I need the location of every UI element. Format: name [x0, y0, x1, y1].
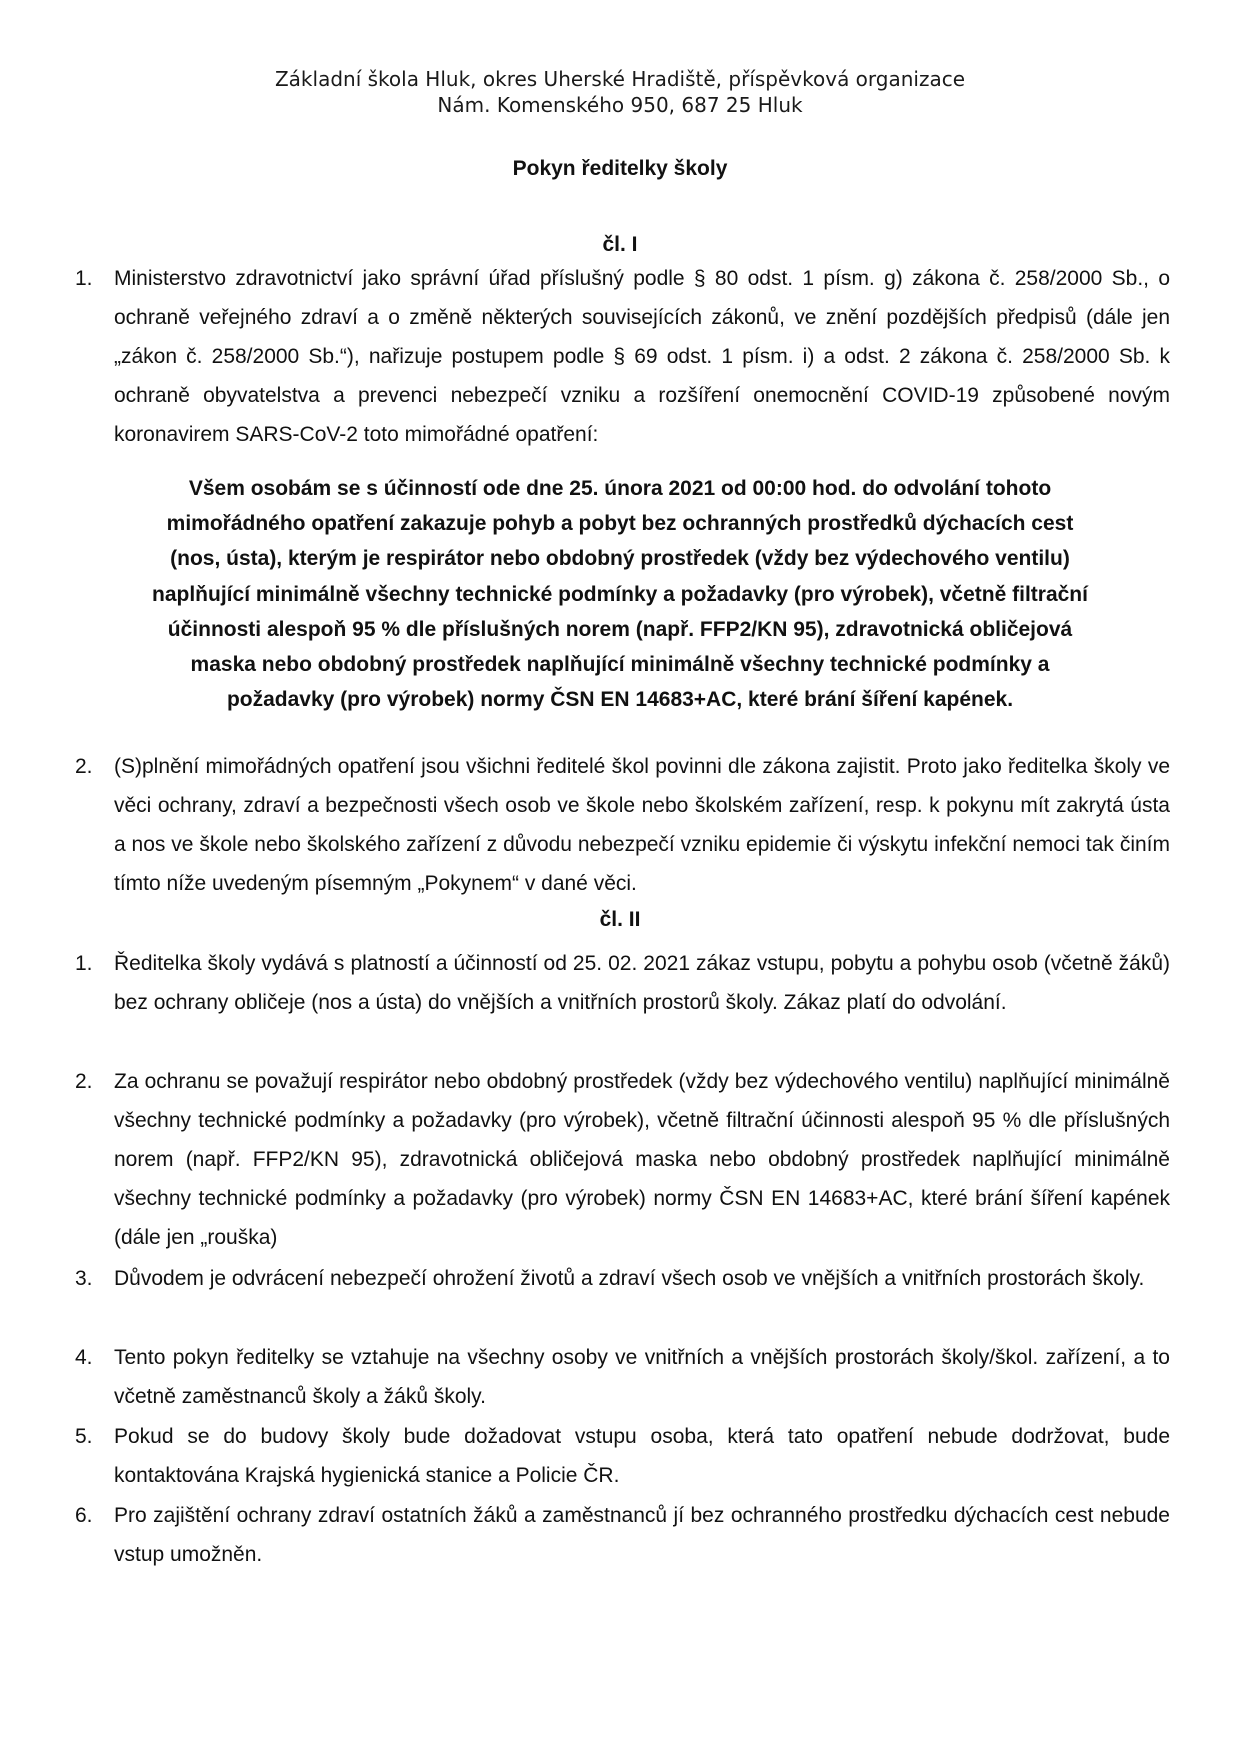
item-text: (S)plnění mimořádných opatření jsou všichni ředitelé škol povinni dle zákona zajistit. Proto jako ředitelka školy ve věci ochrany, zdraví a bezpečnosti všech osob ve škole nebo školském zařízení, resp. k pokynu mít zakrytá ústa a nos ve škole nebo školského zařízení z důvodu nebezpečí vzniku epidemie či výskytu infekční nemoci tak činím tímto níže uvedeným písemným „Pokynem“ v dané věci.	[114, 755, 1170, 895]
item-number: 4.	[75, 1346, 93, 1369]
school-name-line: Základní škola Hluk, okres Uherské Hradiště, příspěvková organizace	[274, 67, 966, 91]
article-1-heading: čl. I	[602, 233, 638, 256]
item-number: 3.	[75, 1267, 93, 1290]
item-text: Tento pokyn ředitelky se vztahuje na všechny osoby ve vnitřních a vnějších prostorách školy/škol. zařízení, a to včetně zaměstnanců školy a žáků školy.	[114, 1346, 1170, 1408]
article-2-item-6	[75, 1496, 1170, 1574]
article-2-item-3	[75, 1259, 1170, 1298]
emergency-measure-text: Všem osobám se s účinností ode dne 25. února 2021 od 00:00 hod. do odvolání tohoto mimořádného opatření zakazuje pohyb a pobyt bez ochranných prostředků dýchacích cest (nos, ústa), kterým je respirátor nebo obdobný prostředek (vždy bez výdechového ventilu) naplňující minimálně všechny technické podmínky a požadavky (pro výrobek), včetně filtrační účinnosti alespoň 95 % dle příslušných norem (např. FFP2/KN 95), zdravotnická obličejová maska nebo obdobný prostředek naplňující minimálně všechny technické podmínky a požadavky (pro výrobek) normy ČSN EN 14683+AC, které brání šíření kapének.	[152, 477, 1088, 712]
item-number: 5.	[75, 1425, 93, 1448]
article-1-item-2	[75, 747, 1170, 903]
item-text: Ministerstvo zdravotnictví jako správní úřad příslušný podle § 80 odst. 1 písm. g) zákona č. 258/2000 Sb., o ochraně veřejného zdraví a o změně některých souvisejících zákonů, ve znění pozdějších předpisů (dále jen „zákon č. 258/2000 Sb.“), nařizuje postupem podle § 69 odst. 1 písm. i) a odst. 2 zákona č. 258/2000 Sb. k ochraně obyvatelstva a prevenci nebezpečí vzniku a rozšíření onemocnění COVID-19 způsobené novým koronavirem SARS-CoV-2 toto mimořádné opatření:	[114, 267, 1170, 446]
item-number: 1.	[75, 952, 93, 975]
item-number: 2.	[75, 755, 93, 778]
article-2-item-5	[75, 1417, 1170, 1495]
item-text: Pro zajištění ochrany zdraví ostatních žáků a zaměstnanců jí bez ochranného prostředku dýchacích cest nebude vstup umožněn.	[114, 1504, 1170, 1566]
item-number: 1.	[75, 267, 93, 290]
school-address-line: Nám. Komenského 950, 687 25 Hluk	[437, 93, 803, 117]
document-title: Pokyn ředitelky školy	[512, 157, 728, 180]
article-1-item-1	[75, 259, 1170, 454]
article-2-heading: čl. II	[599, 908, 641, 931]
item-text: Ředitelka školy vydává s platností a účinností od 25. 02. 2021 zákaz vstupu, pobytu a pohybu osob (včetně žáků) bez ochrany obličeje (nos a ústa) do vnějších a vnitřních prostorů školy. Zákaz platí do odvolání.	[114, 952, 1170, 1014]
item-text: Důvodem je odvrácení nebezpečí ohrožení životů a zdraví všech osob ve vnějších a vnitřních prostorách školy.	[114, 1267, 1145, 1290]
article-2-item-1	[75, 944, 1170, 1022]
item-text: Za ochranu se považují respirátor nebo obdobný prostředek (vždy bez výdechového ventilu) naplňující minimálně všechny technické podmínky a požadavky (pro výrobek), včetně filtrační účinnosti alespoň 95 % dle příslušných norem (např. FFP2/KN 95), zdravotnická obličejová maska nebo obdobný prostředek naplňující minimálně všechny technické podmínky a požadavky (pro výrobek) normy ČSN EN 14683+AC, které brání šíření kapének (dále jen „rouška)	[114, 1070, 1170, 1249]
item-number: 6.	[75, 1504, 93, 1527]
article-2-item-2	[75, 1062, 1170, 1257]
item-text: Pokud se do budovy školy bude dožadovat vstupu osoba, která tato opatření nebude dodržovat, bude kontaktována Krajská hygienická stanice a Policie ČR.	[114, 1425, 1170, 1487]
item-number: 2.	[75, 1070, 93, 1093]
article-2-item-4	[75, 1338, 1170, 1416]
